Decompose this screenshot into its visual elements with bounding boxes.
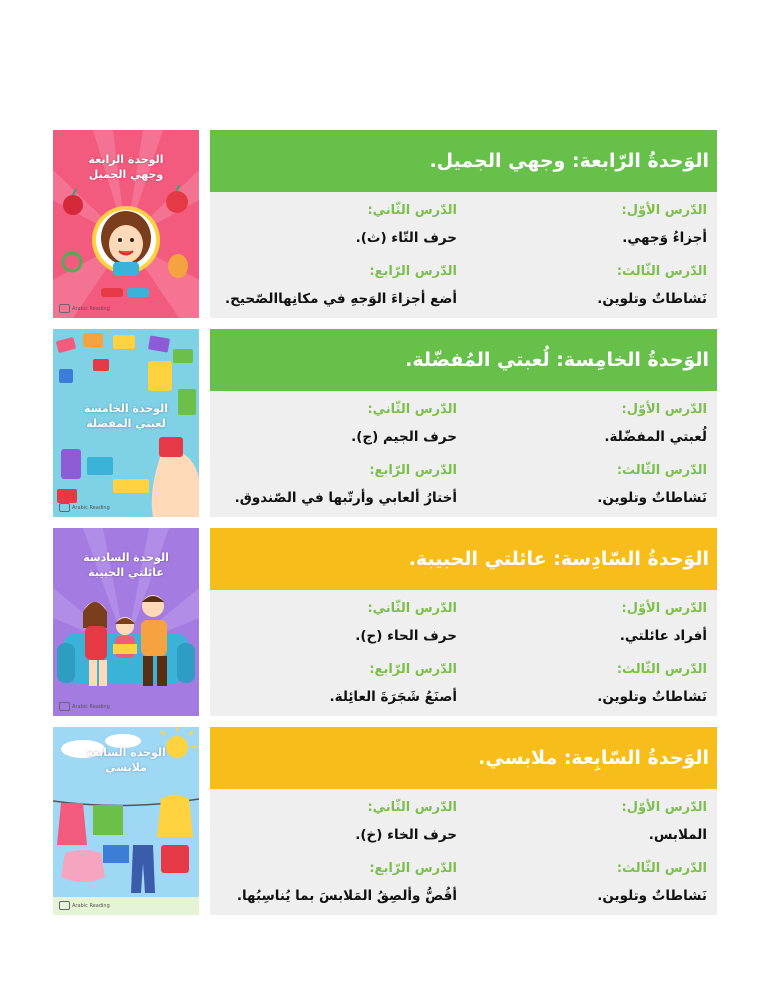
lesson-1-label: الدّرس الأوّل: bbox=[621, 601, 707, 616]
lesson-2-label: الدّرس الثّاني: bbox=[367, 402, 457, 417]
lesson-2-label: الدّرس الثّاني: bbox=[367, 601, 457, 616]
unit-cover-image bbox=[53, 528, 199, 716]
lesson-1-text: لُعبتي المفضّلة. bbox=[604, 429, 707, 445]
unit-header: الوَحدةُ الخامِسة: لُعبتي المُفضّلة. bbox=[210, 329, 717, 391]
lesson-3-label: الدّرس الثّالث: bbox=[616, 662, 707, 677]
unit-panel bbox=[210, 329, 717, 517]
lesson-2-text: حرف التّاء (ث). bbox=[355, 230, 457, 246]
unit-card-5 bbox=[53, 329, 717, 519]
lesson-2-text: حرف الجيم (ج). bbox=[351, 429, 457, 445]
unit-header: الوَحدةُ الرّابعة: وجهي الجميل. bbox=[210, 130, 717, 192]
lesson-4-label: الدّرس الرّابع: bbox=[369, 662, 457, 677]
lesson-3-label: الدّرس الثّالث: bbox=[616, 463, 707, 478]
lesson-3-text: نَشاطاتٌ وتلوين. bbox=[597, 689, 707, 705]
lesson-4-text: أقُصُّ وألصِقُ المَلابسَ بما يُناسِبُها. bbox=[236, 888, 457, 904]
brand-logo-icon bbox=[59, 702, 70, 711]
unit-card-7 bbox=[53, 727, 717, 917]
unit-cover-image bbox=[53, 727, 199, 915]
cover-brand: Arabic Reading bbox=[59, 901, 110, 910]
unit-card-6 bbox=[53, 528, 717, 718]
unit-header: الوَحدةُ السّادِسة: عائلتي الحبيبة. bbox=[210, 528, 717, 590]
lesson-2-text: حرف الحاء (ح). bbox=[355, 628, 457, 644]
lesson-4-label: الدّرس الرّابع: bbox=[369, 861, 457, 876]
brand-logo-icon bbox=[59, 503, 70, 512]
cover-brand: Arabic Reading bbox=[59, 503, 110, 512]
lesson-1-text: الملابس. bbox=[648, 827, 707, 843]
lesson-4-text: أختارُ ألعابي وأرتّبها في الصّندوق. bbox=[234, 490, 457, 506]
brand-logo-icon bbox=[59, 304, 70, 313]
unit-panel bbox=[210, 130, 717, 318]
lesson-2-label: الدّرس الثّاني: bbox=[367, 800, 457, 815]
cover-title: الوحدة السابعة ملابسي bbox=[86, 746, 166, 774]
lesson-1-text: أفراد عائلتي. bbox=[619, 628, 707, 644]
lesson-3-label: الدّرس الثّالث: bbox=[616, 264, 707, 279]
cover-brand: Arabic Reading bbox=[59, 702, 110, 711]
cover-title: الوحدة الرابعة وجهي الجميل bbox=[88, 153, 164, 181]
lesson-1-label: الدّرس الأوّل: bbox=[621, 800, 707, 815]
unit-panel bbox=[210, 528, 717, 716]
lesson-4-label: الدّرس الرّابع: bbox=[369, 264, 457, 279]
unit-cover-image bbox=[53, 130, 199, 318]
lesson-1-label: الدّرس الأوّل: bbox=[621, 402, 707, 417]
unit-cover-image bbox=[53, 329, 199, 517]
lesson-3-label: الدّرس الثّالث: bbox=[616, 861, 707, 876]
lesson-2-label: الدّرس الثّاني: bbox=[367, 203, 457, 218]
cover-title: الوحدة السادسة عائلتي الحبيبة bbox=[83, 551, 169, 579]
brand-logo-icon bbox=[59, 901, 70, 910]
lesson-3-text: نَشاطاتٌ وتلوين. bbox=[597, 490, 707, 506]
lesson-4-text: أضع أجزاءَ الوَجهِ في مكانِهاالصّحيح. bbox=[225, 291, 457, 307]
unit-card-4 bbox=[53, 130, 717, 320]
lesson-2-text: حرف الخاء (خ). bbox=[355, 827, 457, 843]
lesson-4-label: الدّرس الرّابع: bbox=[369, 463, 457, 478]
lesson-1-text: أجزاءُ وَجهي. bbox=[622, 230, 707, 246]
unit-panel bbox=[210, 727, 717, 915]
lesson-3-text: نَشاطاتٌ وتلوين. bbox=[597, 291, 707, 307]
unit-header: الوَحدةُ السّابِعة: ملابسي. bbox=[210, 727, 717, 789]
cover-title: الوحدة الخامسة لعبتي المفضلة bbox=[83, 402, 169, 430]
lesson-4-text: أصنَعُ شَجَرَةَ العائِلة. bbox=[329, 689, 457, 705]
lesson-1-label: الدّرس الأوّل: bbox=[621, 203, 707, 218]
lesson-3-text: نَشاطاتٌ وتلوين. bbox=[597, 888, 707, 904]
cover-brand: Arabic Reading bbox=[59, 304, 110, 313]
